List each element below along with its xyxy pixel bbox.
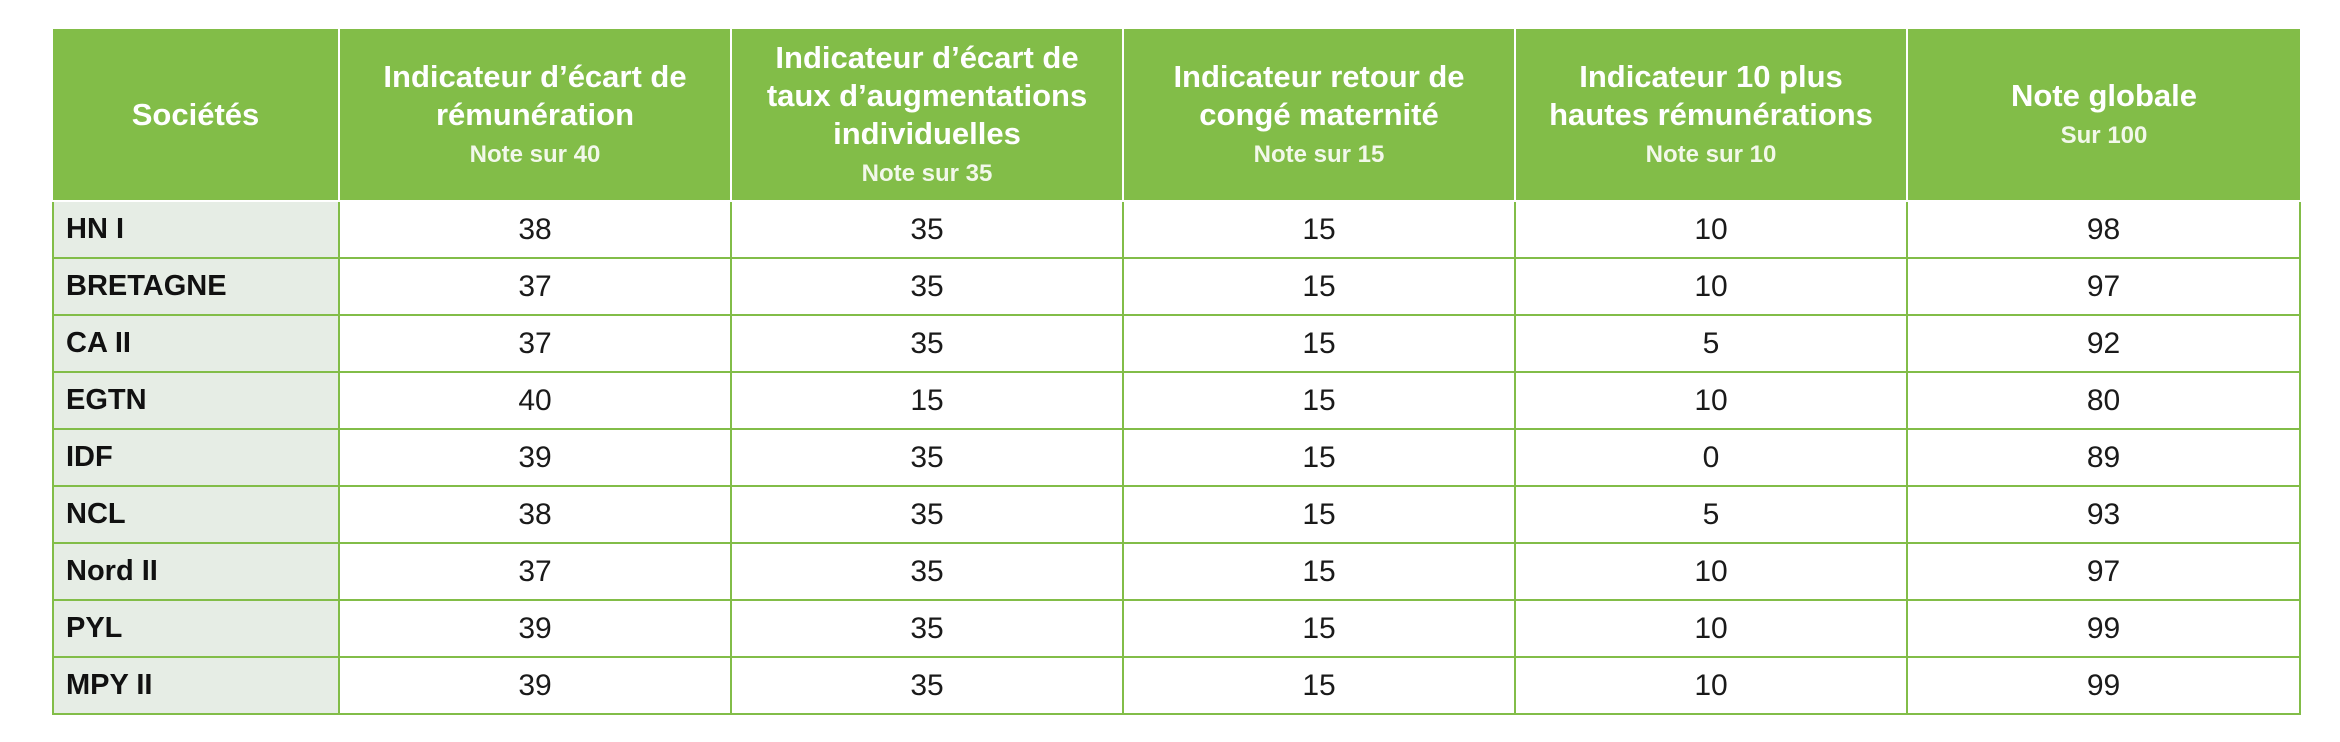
header-title: Note globale	[2010, 77, 2197, 113]
score-cell: 35	[731, 201, 1123, 258]
score-cell: 5	[1515, 486, 1907, 543]
score-cell: 15	[1123, 543, 1515, 600]
company-cell: CA II	[53, 315, 339, 372]
total-cell: 93	[1907, 486, 2300, 543]
total-cell: 80	[1907, 372, 2300, 429]
score-cell: 35	[731, 600, 1123, 657]
scores-table-container	[52, 29, 2299, 715]
score-cell: 35	[731, 657, 1123, 714]
score-cell: 10	[1515, 372, 1907, 429]
table-row	[53, 372, 2300, 429]
company-cell: Nord II	[53, 543, 339, 600]
score-cell: 10	[1515, 201, 1907, 258]
total-cell: 99	[1907, 657, 2300, 714]
score-cell: 15	[1123, 315, 1515, 372]
score-cell: 35	[731, 543, 1123, 600]
score-cell: 35	[731, 258, 1123, 315]
score-cell: 39	[339, 600, 731, 657]
company-cell: MPY II	[53, 657, 339, 714]
score-cell: 15	[1123, 486, 1515, 543]
header-ecart-augmentations	[731, 29, 1123, 201]
company-cell: PYL	[53, 600, 339, 657]
score-cell: 15	[1123, 258, 1515, 315]
score-cell: 10	[1515, 258, 1907, 315]
score-cell: 35	[731, 315, 1123, 372]
header-subtitle: Note sur 35	[861, 159, 993, 187]
header-societes	[53, 29, 339, 201]
header-note-globale	[1907, 29, 2300, 201]
total-cell: 92	[1907, 315, 2300, 372]
company-cell: IDF	[53, 429, 339, 486]
company-cell: HN I	[53, 201, 339, 258]
score-cell: 10	[1515, 657, 1907, 714]
score-cell: 0	[1515, 429, 1907, 486]
table-row	[53, 486, 2300, 543]
score-cell: 15	[731, 372, 1123, 429]
header-title: Indicateur 10 plus hautes rémunérations	[1549, 58, 1873, 132]
score-cell: 15	[1123, 372, 1515, 429]
table-row	[53, 657, 2300, 714]
company-cell: BRETAGNE	[53, 258, 339, 315]
header-subtitle: Note sur 40	[469, 140, 601, 168]
header-subtitle: Note sur 15	[1253, 140, 1385, 168]
table-row	[53, 258, 2300, 315]
header-subtitle: Sur 100	[2060, 121, 2148, 149]
table-row	[53, 600, 2300, 657]
score-cell: 38	[339, 201, 731, 258]
total-cell: 89	[1907, 429, 2300, 486]
score-cell: 39	[339, 657, 731, 714]
header-title: Sociétés	[131, 96, 260, 132]
company-cell: NCL	[53, 486, 339, 543]
score-cell: 39	[339, 429, 731, 486]
score-cell: 35	[731, 429, 1123, 486]
table-row	[53, 543, 2300, 600]
table-body	[53, 201, 2300, 714]
score-cell: 15	[1123, 201, 1515, 258]
total-cell: 98	[1907, 201, 2300, 258]
score-cell: 37	[339, 315, 731, 372]
header-title: Indicateur d’écart de rémunération	[383, 58, 687, 132]
header-title: Indicateur retour de congé maternité	[1173, 58, 1465, 132]
header-row	[53, 29, 2300, 201]
header-hautes-remunerations	[1515, 29, 1907, 201]
scores-table	[52, 29, 2301, 715]
score-cell: 15	[1123, 600, 1515, 657]
company-cell: EGTN	[53, 372, 339, 429]
header-subtitle: Note sur 10	[1645, 140, 1777, 168]
score-cell: 40	[339, 372, 731, 429]
total-cell: 97	[1907, 543, 2300, 600]
score-cell: 15	[1123, 429, 1515, 486]
score-cell: 37	[339, 543, 731, 600]
header-title: Indicateur d’écart de taux d’augmentations individuelles	[766, 39, 1088, 151]
table-row	[53, 429, 2300, 486]
header-conge-maternite	[1123, 29, 1515, 201]
table-row	[53, 315, 2300, 372]
total-cell: 99	[1907, 600, 2300, 657]
table-row	[53, 201, 2300, 258]
score-cell: 35	[731, 486, 1123, 543]
total-cell: 97	[1907, 258, 2300, 315]
header-ecart-remuneration	[339, 29, 731, 201]
score-cell: 10	[1515, 600, 1907, 657]
score-cell: 38	[339, 486, 731, 543]
score-cell: 5	[1515, 315, 1907, 372]
score-cell: 15	[1123, 657, 1515, 714]
table-header	[53, 29, 2300, 201]
score-cell: 37	[339, 258, 731, 315]
score-cell: 10	[1515, 543, 1907, 600]
